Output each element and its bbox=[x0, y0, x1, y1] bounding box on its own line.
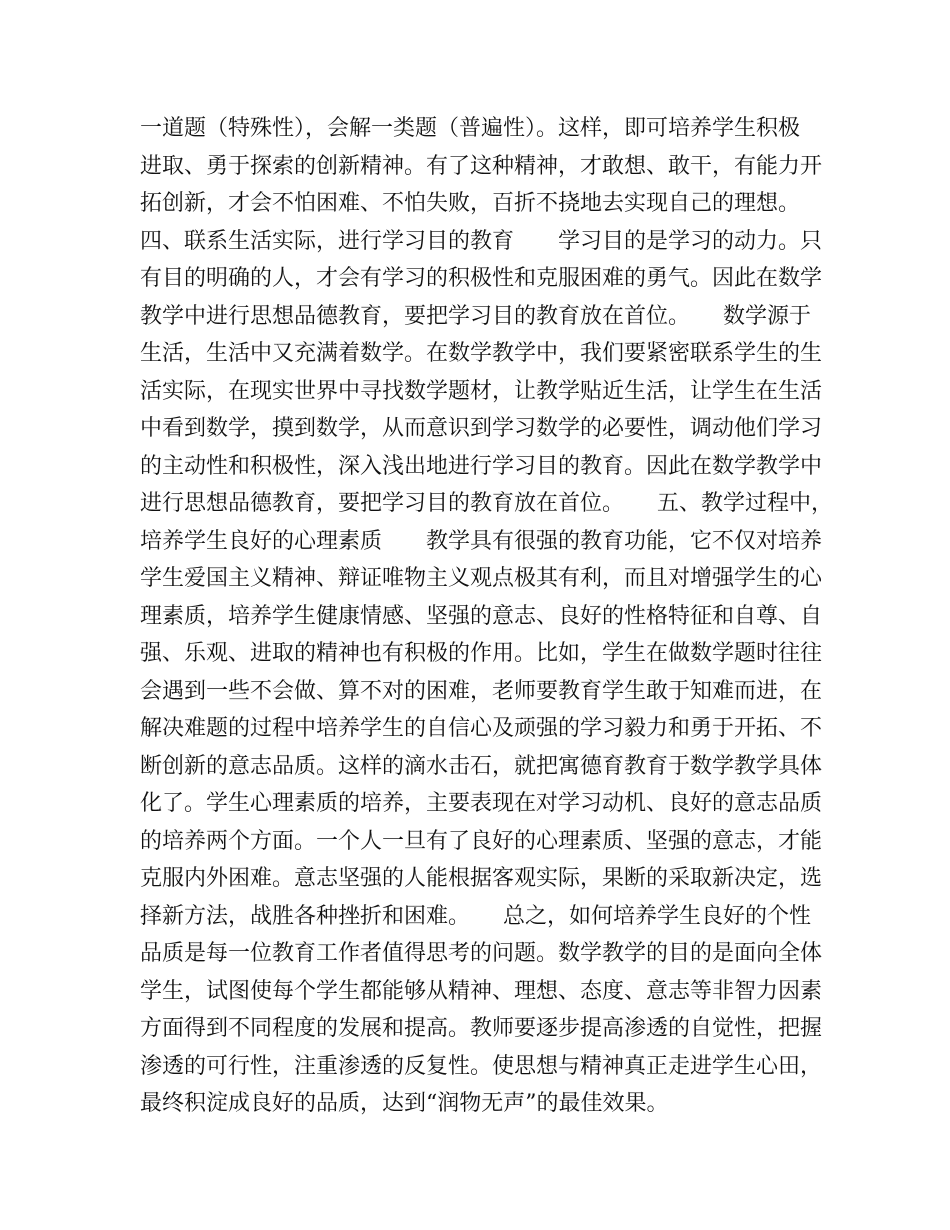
text-line: 拓创新，才会不怕困难、不怕失败，百折不挠地去实现自己的理想。 bbox=[140, 191, 801, 216]
text-line: 进行思想品德教育，要把学习目的教育放在首位。 五、教学过程中， bbox=[140, 491, 834, 516]
text-line: 的培养两个方面。一个人一旦有了良好的心理素质、坚强的意志，才能 bbox=[140, 828, 823, 854]
text-line: 教学中进行思想品德教育，要把学习目的教育放在首位。 数学源于 bbox=[140, 303, 812, 329]
text-line: 解决难题的过程中培养学生的自信心及顽强的学习毅力和勇于开拓、不 bbox=[140, 716, 823, 741]
text-line: 渗透的可行性，注重渗透的反复性。使思想与精神真正走进学生心田， bbox=[140, 1053, 823, 1079]
text-line: 理素质，培养学生健康情感、坚强的意志、良好的性格特征和自尊、自 bbox=[140, 603, 823, 629]
text-line: 学生，试图使每个学生都能够从精神、理想、态度、意志等非智力因素 bbox=[140, 978, 823, 1004]
text-line: 有目的明确的人，才会有学习的积极性和克服困难的勇气。因此在数学 bbox=[140, 266, 823, 291]
text-line: 断创新的意志品质。这样的滴水击石，就把寓德育教育于数学教学具体 bbox=[140, 753, 823, 779]
text-line: 四、联系生活实际，进行学习目的教育 学习目的是学习的动力。只 bbox=[140, 228, 823, 254]
text-line: 会遇到一些不会做、算不对的困难，老师要教育学生敢于知难而进，在 bbox=[140, 678, 823, 704]
text-line: 克服内外困难。意志坚强的人能根据客观实际，果断的采取新决定，选 bbox=[140, 866, 823, 891]
text-line: 择新方法，战胜各种挫折和困难。 总之，如何培养学生良好的个性 bbox=[140, 903, 812, 929]
text-line: 中看到数学，摸到数学，从而意识到学习数学的必要性，调动他们学习 bbox=[140, 416, 823, 441]
text-line: 化了。学生心理素质的培养，主要表现在对学习动机、良好的意志品质 bbox=[140, 791, 823, 816]
text-line: 活实际，在现实世界中寻找数学题材，让教学贴近生活，让学生在生活 bbox=[140, 378, 823, 404]
text-line: 一道题（特殊性），会解一类题（普遍性）。这样，即可培养学生积极 bbox=[140, 116, 801, 141]
text-line: 强、乐观、进取的精神也有积极的作用。比如，学生在做数学题时往往 bbox=[140, 641, 823, 666]
text-line: 的主动性和积极性，深入浅出地进行学习目的教育。因此在数学教学中 bbox=[140, 453, 823, 479]
text-line: 培养学生良好的心理素质 教学具有很强的教育功能，它不仅对培养 bbox=[140, 528, 823, 554]
text-line: 生活，生活中又充满着数学。在数学教学中，我们要紧密联系学生的生 bbox=[140, 341, 823, 366]
text-line: 学生爱国主义精神、辩证唯物主义观点极其有利，而且对增强学生的心 bbox=[140, 566, 823, 591]
text-line: 品质是每一位教育工作者值得思考的问题。数学教学的目的是面向全体 bbox=[140, 941, 823, 966]
text-line: 最终积淀成良好的品质，达到“润物无声”的最佳效果。 bbox=[140, 1091, 669, 1116]
text-line: 方面得到不同程度的发展和提高。教师要逐步提高渗透的自觉性，把握 bbox=[140, 1016, 823, 1041]
text-line: 进取、勇于探索的创新精神。有了这种精神，才敢想、敢干，有能力开 bbox=[140, 153, 823, 179]
body-text bbox=[140, 110, 834, 1123]
